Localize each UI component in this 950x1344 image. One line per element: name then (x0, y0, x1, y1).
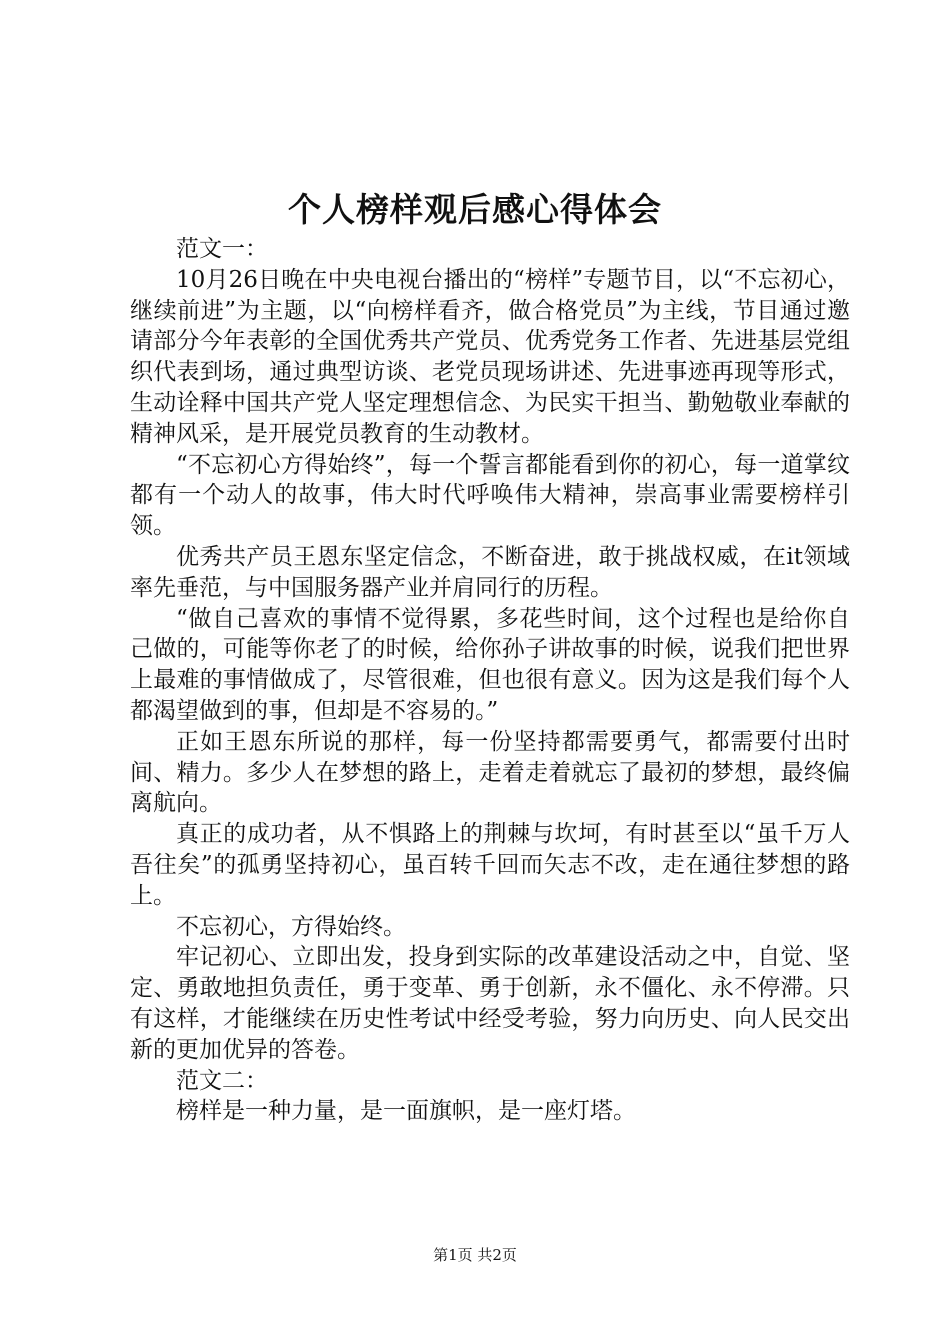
paragraph: 10月26日晚在中央电视台播出的“榜样”专题节目，以“不忘初心，继续前进”为主题，以“向榜样看齐，做合格党员”为主线，节目通过邀请部分今年表彰的全国优秀共产党员、优秀党务工作者、先进基层党组织代表到场，通过典型访谈、老党员现场讲述、先进事迹再现等形式，生动诠释中国共产党人坚定理想信念、为民实干担当、勤勉敬业奉献的精神风采，是开展党员教育的生动教材。 (130, 266, 850, 447)
paragraph: 优秀共产员王恩东坚定信念，不断奋进，敢于挑战权威，在it领域率先垂范，与中国服务器产业并肩同行的历程。 (130, 543, 850, 601)
document-title: 个人榜样观后感心得体会 (288, 190, 662, 229)
paragraph: “不忘初心方得始终”，每一个誓言都能看到你的初心，每一道掌纹都有一个动人的故事，伟大时代呼唤伟大精神，崇高事业需要榜样引领。 (130, 451, 850, 540)
paragraph-heading-2: 范文二： (176, 1067, 268, 1094)
paragraph: 正如王恩东所说的那样，每一份坚持都需要勇气，都需要付出时间、精力。多少人在梦想的路上，走着走着就忘了最初的梦想，最终偏离航向。 (130, 728, 850, 817)
paragraph: 牢记初心、立即出发，投身到实际的改革建设活动之中，自觉、坚定、勇敢地担负责任，勇于变革、勇于创新，永不僵化、永不停滞。只有这样，才能继续在历史性考试中经受考验，努力向历史、向人民交出新的更加优异的答卷。 (130, 944, 850, 1063)
paragraph: 榜样是一种力量，是一面旗帜，是一座灯塔。 (176, 1098, 636, 1125)
paragraph: “做自己喜欢的事情不觉得累，多花些时间，这个过程也是给你自己做的，可能等你老了的时候，给你孙子讲故事的时候，说我们把世界上最难的事情做成了，尽管很难，但也很有意义。因为这是我们每个人都渴望做到的事，但却是不容易的。” (130, 605, 850, 724)
paragraph: 不忘初心，方得始终。 (176, 913, 406, 940)
paragraph-heading-1: 范文一： (176, 236, 268, 262)
document-body (130, 234, 850, 1127)
paragraph: 真正的成功者，从不惧路上的荆棘与坎坷，有时甚至以“虽千万人吾往矣”的孤勇坚持初心，虽百转千回而矢志不改，走在通往梦想的路上。 (130, 821, 850, 909)
page-footer: 第1页 共2页 (433, 1246, 517, 1264)
